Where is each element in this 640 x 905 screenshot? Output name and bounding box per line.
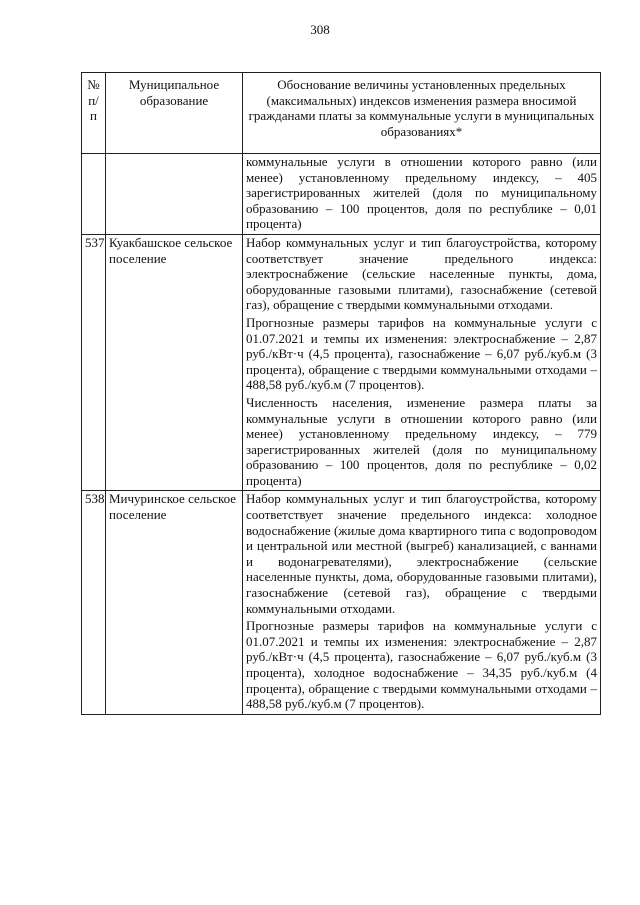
row-municipality — [106, 154, 243, 235]
row-num: 537 — [82, 234, 106, 491]
table-row — [82, 491, 601, 714]
row-num — [82, 154, 106, 235]
header-justification: Обоснование величины установленных предельных (максимальных) индексов изменения размера вносимой гражданами платы за коммунальные услуги в муниципальных образованиях* — [243, 73, 601, 154]
row-num: 538 — [82, 491, 106, 714]
justification-paragraph: Прогнозные размеры тарифов на коммунальные услуги с 01.07.2021 и темпы их изменения: электроснабжение – 2,87 руб./кВт·ч (4,5 процента), газоснабжение – 6,07 руб./куб.м (3 процента), холодное водоснабжение – 34,35 руб./куб.м (4 процента), обращение с твердыми коммунальными отходами – 488,58 руб./куб.м (7 процентов). — [246, 618, 597, 712]
page-number: 308 — [310, 22, 330, 37]
justification-paragraph: Набор коммунальных услуг и тип благоустройства, которому соответствует значение предельного индекса: холодное водоснабжение (жилые дома квартирного типа с водопроводом и центральной или местной (выгреб) канализацией, с ваннами и водонагревателями), электроснабжение (сельские населенные пункты, дома, оборудованные газовыми плитами), газоснабжение (сетевой газ), обращение с твердыми коммунальными отходами. — [246, 491, 597, 616]
header-municipality: Муниципальное образование — [106, 73, 243, 154]
table-header-row — [82, 73, 601, 154]
row-justification — [243, 154, 601, 235]
justification-paragraph: Набор коммунальных услуг и тип благоустройства, которому соответствует значение предельного индекса: электроснабжение (сельские населенные пункты, дома, оборудованные газовыми плитами), газоснабжение (сетевой газ), обращение с твердыми коммунальными отходами. — [246, 234, 597, 313]
justification-paragraph: Прогнозные размеры тарифов на коммунальные услуги с 01.07.2021 и темпы их изменения: электроснабжение – 2,87 руб./кВт·ч (4,5 процента), газоснабжение – 6,07 руб./куб.м (3 процента), обращение с твердыми коммунальными отходами – 488,58 руб./куб.м (7 процентов). — [246, 314, 597, 393]
table-row — [82, 234, 601, 491]
header-num: № п/п — [82, 73, 106, 154]
row-municipality: Куакбашское сельское поселение — [106, 234, 243, 491]
row-justification — [243, 491, 601, 714]
justification-paragraph: Численность населения, изменение размера платы за коммунальные услуги в отношении которого равно (или менее) установленному предельному индексу, – 779 зарегистрированных жителей (доля по муниципальному образованию – 100 процентов, доля по республике – 0,02 процента) — [246, 394, 597, 488]
justification-paragraph: коммунальные услуги в отношении которого равно (или менее) установленному предельному индексу, – 405 зарегистрированных жителей (доля по муниципальному образованию – 100 процентов, доля по республике – 0,01 процента) — [246, 154, 597, 232]
tariff-table — [81, 72, 601, 715]
row-municipality: Мичуринское сельское поселение — [106, 491, 243, 714]
row-justification — [243, 234, 601, 491]
table-row — [82, 154, 601, 235]
